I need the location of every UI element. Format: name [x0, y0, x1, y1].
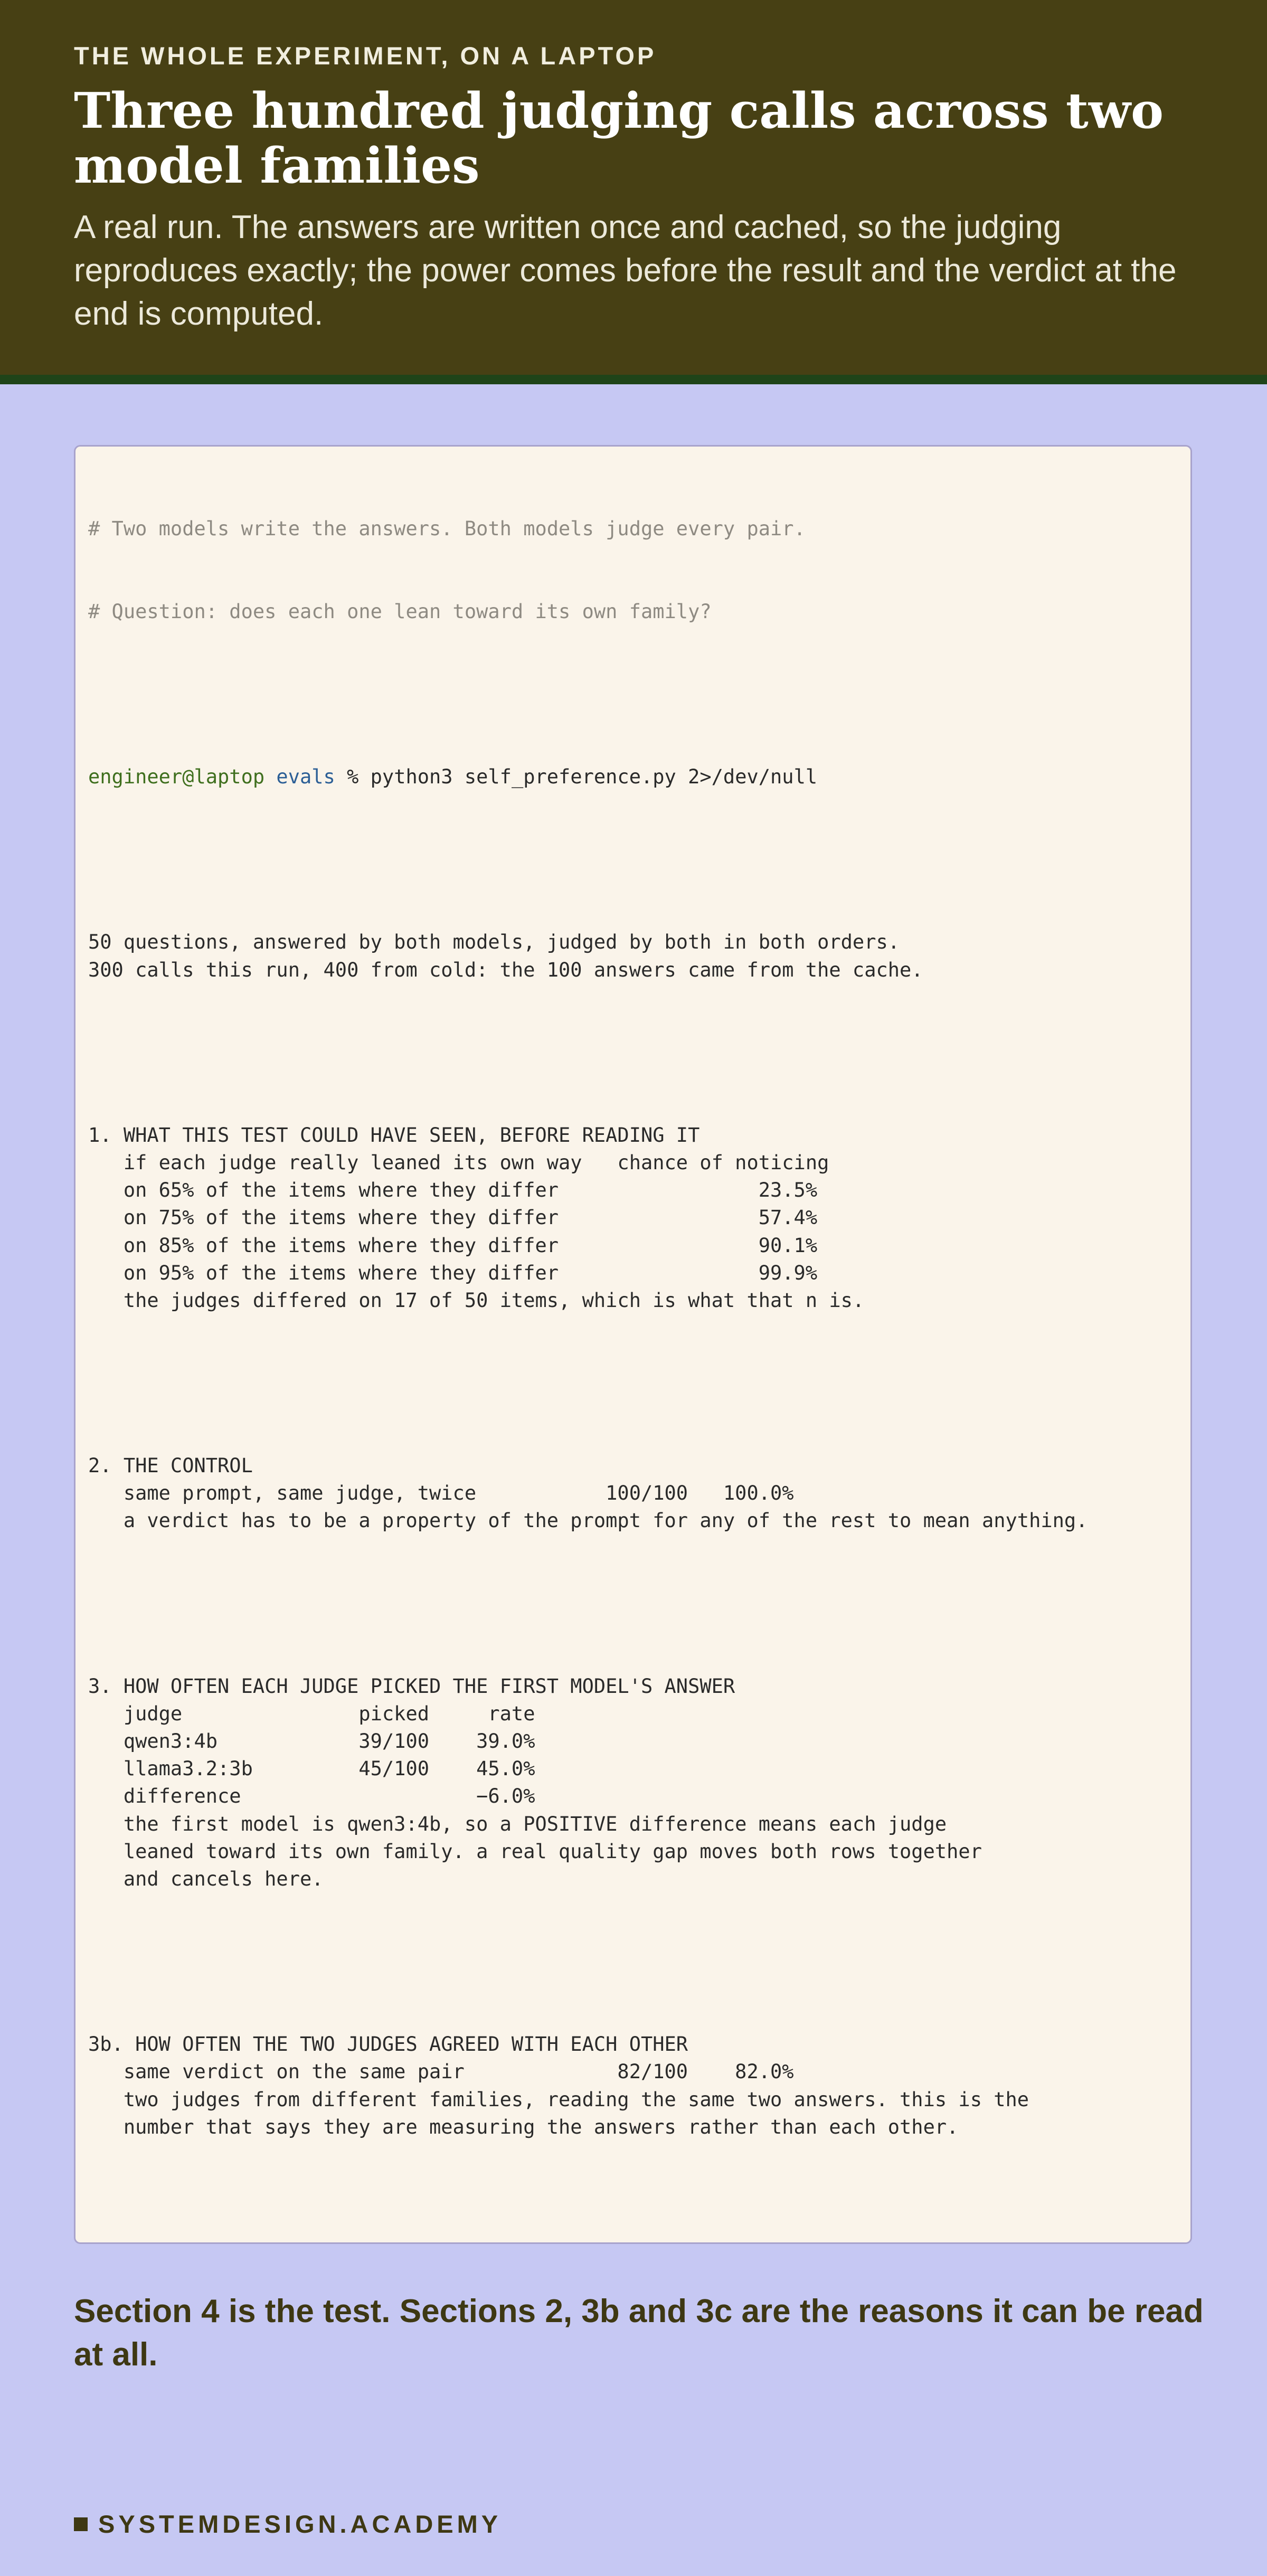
- page-subtitle: A real run. The answers are written once and cached, so the judging reproduces exactly; the power comes before the result and the verdict at the end is computed.: [74, 209, 1177, 332]
- comment-line: # Question: does each one lean toward its own family?: [88, 600, 712, 623]
- section3-line: leaned toward its own family. a real quality gap moves both rows together: [88, 1840, 982, 1863]
- section1-line: on 95% of the items where they differ 99.9%: [88, 1261, 818, 1284]
- output-line: 300 calls this run, 400 from cold: the 100 answers came from the cache.: [88, 958, 923, 981]
- section1-line: 1. WHAT THIS TEST COULD HAVE SEEN, BEFORE READING IT: [88, 1123, 700, 1147]
- section3-line: difference −6.0%: [88, 1785, 535, 1808]
- output-block: [88, 929, 1190, 983]
- section2-line: same prompt, same judge, twice 100/100 100.0%: [88, 1482, 794, 1505]
- blank-line: [88, 2196, 1190, 2223]
- section2-line: a verdict has to be a property of the prompt for any of the rest to mean anything.: [88, 1509, 1088, 1532]
- brand-text: SYSTEMDESIGN.ACADEMY: [98, 2510, 502, 2538]
- eyebrow: THE WHOLE EXPERIMENT, ON A LAPTOP: [74, 42, 657, 70]
- section3-line: and cancels here.: [88, 1867, 324, 1890]
- section1-line: on 85% of the items where they differ 90.1%: [88, 1234, 818, 1257]
- blank-line: [88, 846, 1190, 874]
- prompt-dir: evals: [276, 765, 335, 789]
- blank-line: [88, 681, 1190, 708]
- blank-line: [88, 1039, 1190, 1066]
- section3-line: 3. HOW OFTEN EACH JUDGE PICKED THE FIRST MODEL'S ANSWER: [88, 1674, 735, 1698]
- section2-line: 2. THE CONTROL: [88, 1454, 253, 1478]
- prompt-line: [88, 763, 1190, 791]
- section2-block: [88, 1452, 1190, 1535]
- section3-line: llama3.2:3b 45/100 45.0%: [88, 1757, 535, 1781]
- prompt-command: python3 self_preference.py 2>/dev/null: [370, 765, 818, 789]
- comment-line: # Two models write the answers. Both models judge every pair.: [88, 517, 806, 541]
- square-icon: [74, 2517, 88, 2531]
- header-banner: [0, 0, 1267, 384]
- output-line: 50 questions, answered by both models, judged by both in both orders.: [88, 931, 900, 954]
- section3b-line: two judges from different families, reading the same two answers. this is the: [88, 2088, 1029, 2111]
- section1-block: [88, 1122, 1190, 1314]
- section1-line: on 65% of the items where they differ 23.5%: [88, 1179, 818, 1202]
- page-title: Three hundred judging calls across two model families: [74, 82, 1164, 194]
- prompt-user: engineer@laptop: [88, 765, 265, 789]
- section3-line: the first model is qwen3:4b, so a POSITIVE difference means each judge: [88, 1812, 947, 1835]
- terminal-window: [74, 445, 1192, 2244]
- section3-line: qwen3:4b 39/100 39.0%: [88, 1730, 535, 1753]
- section1-line: on 75% of the items where they differ 57.4%: [88, 1206, 818, 1229]
- caption: Section 4 is the test. Sections 2, 3b and 3c are the reasons it can be read at all.: [74, 2293, 1204, 2373]
- section3b-line: 3b. HOW OFTEN THE TWO JUDGES AGREED WITH EACH OTHER: [88, 2033, 688, 2056]
- section3b-line: same verdict on the same pair 82/100 82.0%: [88, 2060, 794, 2083]
- blank-line: [88, 1369, 1190, 1397]
- blank-line: [88, 1590, 1190, 1617]
- section1-line: the judges differed on 17 of 50 items, which is what that n is.: [88, 1289, 865, 1312]
- terminal-output: [88, 460, 1190, 2244]
- section3b-line: number that says they are measuring the answers rather than each other.: [88, 2115, 959, 2138]
- section3-block: [88, 1673, 1190, 1893]
- section3b-block: [88, 2031, 1190, 2141]
- footer-brand: [74, 2509, 502, 2539]
- blank-line: [88, 1948, 1190, 1976]
- prompt-symbol: %: [335, 765, 371, 789]
- section3-line: judge picked rate: [88, 1702, 535, 1725]
- section1-line: if each judge really leaned its own way chance of noticing: [88, 1151, 829, 1174]
